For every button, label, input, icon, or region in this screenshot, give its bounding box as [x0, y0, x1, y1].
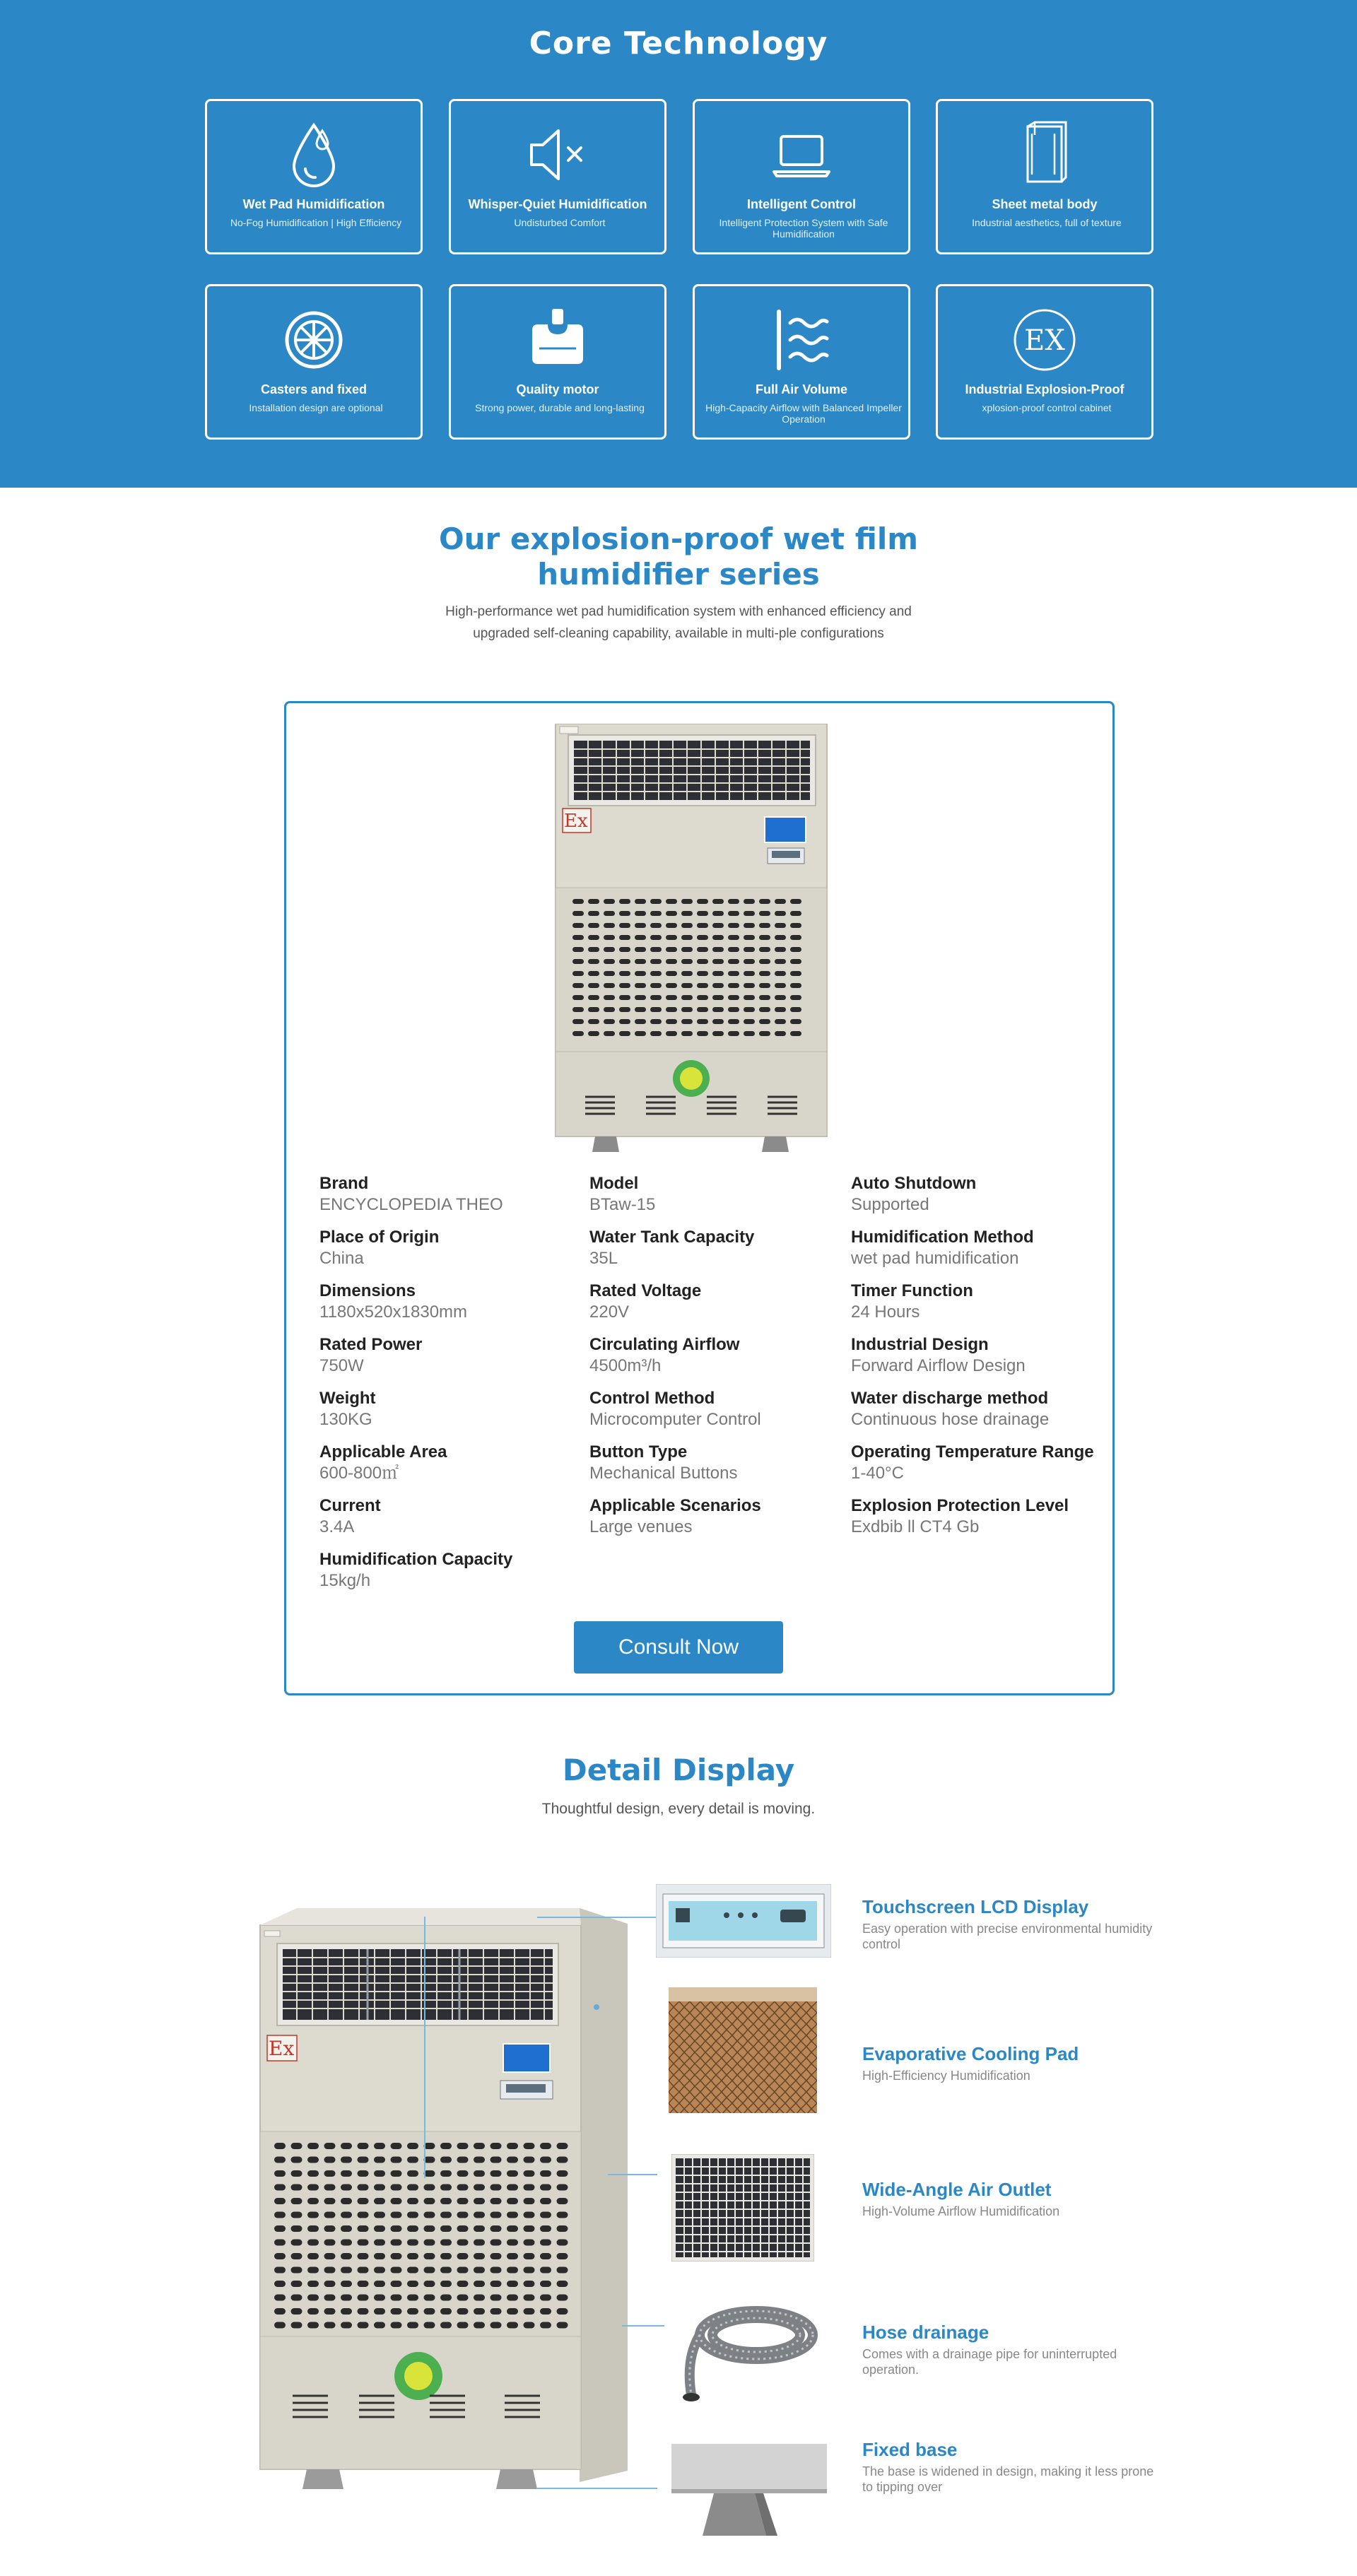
feature-subtitle: The base is widened in design, making it less prone to tipping over — [862, 2464, 1154, 2494]
spec-value: 4500m³/h — [589, 1356, 662, 1375]
ex-badge-icon — [1009, 305, 1080, 375]
series-title: Our explosion-proof wet film humidifier series — [438, 522, 919, 592]
motor-icon — [522, 305, 593, 375]
spec-value: Large venues — [589, 1517, 693, 1536]
feature-subtitle: High-Volume Airflow Humidification — [862, 2204, 1060, 2218]
spec-item — [851, 1281, 973, 1323]
card-subtitle: Installation design are optional — [249, 402, 383, 413]
feature-title: Hose drainage — [862, 2322, 989, 2343]
spec-item — [851, 1495, 1069, 1538]
card-subtitle: No-Fog Humidification | High Efficiency — [230, 217, 402, 228]
ex-mark: Ex — [269, 2037, 295, 2060]
spec-item — [589, 1442, 737, 1484]
card-title: Full Air Volume — [755, 382, 847, 396]
spec-item — [851, 1227, 1034, 1269]
feature-subtitle: Easy operation with precise environmental humidity control — [862, 1922, 1153, 1951]
spec-value: 3.4A — [319, 1517, 355, 1536]
speaker-mute-icon — [526, 119, 589, 190]
spec-key: Auto Shutdown — [851, 1174, 977, 1193]
card-subtitle: High-Capacity Airflow with Balanced Impeller Operation — [705, 402, 902, 425]
feature-subtitle: Comes with a drainage pipe for uninterrupted operation. — [862, 2347, 1117, 2377]
spec-key: Water Tank Capacity — [589, 1228, 755, 1247]
spec-item — [589, 1388, 761, 1430]
feature-title: Touchscreen LCD Display — [862, 1896, 1089, 1917]
feature-card-explosion-proof — [936, 284, 1153, 440]
spec-item — [851, 1442, 1094, 1484]
spec-key: Humidification Capacity — [319, 1550, 513, 1569]
cabinet-icon — [1016, 119, 1073, 190]
card-title: Wet Pad Humidification — [242, 197, 385, 211]
spec-value: Exdbib ll CT4 Gb — [851, 1517, 980, 1536]
spec-key: Dimensions — [319, 1281, 416, 1300]
feature-card-whisper-quiet — [449, 99, 666, 254]
spec-value: Microcomputer Control — [589, 1410, 761, 1429]
spec-item — [319, 1334, 422, 1377]
feature-subtitle: High-Efficiency Humidification — [862, 2069, 1030, 2083]
leader-line — [608, 2174, 657, 2175]
spec-key: Circulating Airflow — [589, 1335, 740, 1354]
spec-value: BTaw-15 — [589, 1195, 656, 1214]
spec-item — [319, 1549, 512, 1592]
spec-key: Model — [589, 1174, 639, 1193]
card-title: Industrial Explosion-Proof — [965, 382, 1124, 396]
spec-value: 24 Hours — [851, 1302, 920, 1322]
spec-value: 1180x520x1830mm — [319, 1302, 468, 1322]
spec-value: Supported — [851, 1195, 929, 1214]
cooling-pad-thumbnail — [669, 1987, 817, 2113]
spec-key: Control Method — [589, 1389, 715, 1408]
feature-card-wet-pad — [205, 99, 423, 254]
detail-subtitle: Thoughtful design, every detail is moving. — [541, 1801, 816, 1817]
spec-item — [319, 1442, 447, 1484]
spec-key: Humidification Method — [851, 1228, 1034, 1247]
feature-card-sheet-metal — [936, 99, 1153, 254]
spec-item — [589, 1334, 739, 1377]
laptop-icon — [770, 119, 833, 190]
spec-key: Place of Origin — [319, 1228, 440, 1247]
air-outlet-thumbnail — [671, 2154, 814, 2262]
spec-value: Continuous hose drainage — [851, 1410, 1050, 1429]
leader-line — [537, 2488, 657, 2489]
spec-item — [589, 1495, 761, 1538]
spec-key: Button Type — [589, 1442, 688, 1462]
feature-card-casters — [205, 284, 423, 440]
feature-air-outlet — [862, 2178, 1159, 2219]
feature-lcd-display — [862, 1895, 1159, 1952]
core-technology-title: Core Technology — [529, 25, 828, 61]
spec-key: Brand — [319, 1174, 369, 1193]
detail-unit-image — [254, 1908, 636, 2502]
spec-key: Current — [319, 1496, 381, 1515]
spec-value: China — [319, 1249, 364, 1268]
spec-item — [319, 1227, 439, 1269]
card-subtitle: xplosion-proof control cabinet — [982, 402, 1112, 413]
spec-value: 130KG — [319, 1410, 372, 1429]
card-title: Quality motor — [516, 382, 599, 396]
card-subtitle: Intelligent Protection System with Safe Humidification — [719, 217, 888, 240]
spec-key: Explosion Protection Level — [851, 1496, 1069, 1515]
spec-key: Applicable Scenarios — [589, 1496, 761, 1515]
svg-text:EX: EX — [1024, 324, 1065, 357]
spec-item — [319, 1281, 467, 1323]
card-title: Casters and fixed — [260, 382, 368, 396]
spec-key: Operating Temperature Range — [851, 1442, 1094, 1462]
card-title: Intelligent Control — [747, 197, 856, 211]
detail-title: Detail Display — [562, 1753, 795, 1787]
caster-wheel-icon — [278, 305, 349, 375]
spec-value: 15kg/h — [319, 1571, 371, 1590]
ex-mark: Ex — [564, 811, 588, 832]
core-technology-section — [0, 0, 1357, 488]
spec-item — [851, 1388, 1049, 1430]
product-image — [553, 724, 830, 1152]
feature-fixed-base — [862, 2438, 1159, 2495]
spec-item — [319, 1173, 503, 1216]
spec-item — [589, 1173, 655, 1216]
airflow-icon — [766, 305, 837, 375]
spec-value: wet pad humidification — [851, 1249, 1019, 1268]
spec-value: ENCYCLOPEDIA THEO — [319, 1195, 503, 1214]
spec-value: Mechanical Buttons — [589, 1464, 738, 1483]
water-drop-icon — [286, 119, 342, 190]
consult-now-button[interactable]: Consult Now — [574, 1621, 783, 1674]
spec-key: Timer Function — [851, 1281, 973, 1300]
lcd-display-thumbnail — [656, 1884, 831, 1958]
card-subtitle: Undisturbed Comfort — [514, 217, 606, 228]
spec-item — [851, 1334, 1026, 1377]
spec-item — [589, 1281, 701, 1323]
spec-value: 35L — [589, 1249, 618, 1268]
spec-item — [319, 1495, 381, 1538]
spec-item — [319, 1388, 376, 1430]
feature-title: Fixed base — [862, 2439, 958, 2460]
feature-title: Evaporative Cooling Pad — [862, 2043, 1079, 2064]
spec-value: 750W — [319, 1356, 364, 1375]
feature-hose-drainage — [862, 2321, 1159, 2377]
series-description: High-performance wet pad humidification system with enhanced efficiency and upgraded self-cleaning capability, available in multi-ple configurations — [445, 604, 912, 641]
feature-cooling-pad — [862, 2042, 1159, 2083]
fixed-base-thumbnail — [671, 2444, 827, 2536]
spec-key: Applicable Area — [319, 1442, 447, 1462]
spec-key: Rated Power — [319, 1335, 423, 1354]
feature-card-intelligent-control — [693, 99, 910, 254]
feature-card-motor — [449, 284, 666, 440]
spec-key: Water discharge method — [851, 1389, 1049, 1408]
spec-key: Weight — [319, 1389, 376, 1408]
spec-item — [589, 1227, 754, 1269]
spec-item — [851, 1173, 976, 1216]
spec-value: Forward Airflow Design — [851, 1356, 1026, 1375]
spec-value: 1-40°C — [851, 1464, 904, 1483]
spec-value: 600-800㎡ — [319, 1464, 399, 1483]
leader-line — [537, 1917, 657, 1918]
feature-title: Wide-Angle Air Outlet — [862, 2179, 1052, 2200]
drain-hose-thumbnail — [664, 2295, 827, 2409]
card-title: Whisper-Quiet Humidification — [468, 197, 647, 211]
card-subtitle: Industrial aesthetics, full of texture — [972, 217, 1122, 228]
leader-line — [424, 1917, 425, 2178]
spec-value: 220V — [589, 1302, 630, 1322]
card-subtitle: Strong power, durable and long-lasting — [475, 402, 645, 413]
leader-line — [622, 2325, 664, 2327]
spec-key: Industrial Design — [851, 1335, 989, 1354]
feature-card-full-air-volume — [693, 284, 910, 440]
spec-key: Rated Voltage — [589, 1281, 702, 1300]
card-title: Sheet metal body — [992, 197, 1098, 211]
